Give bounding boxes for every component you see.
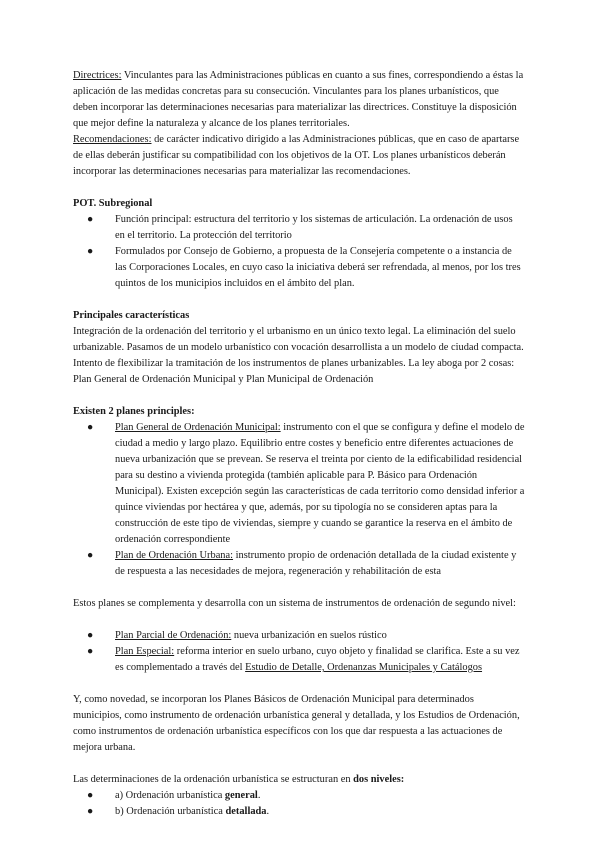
bullet-icon: ●	[87, 806, 94, 817]
list-item	[73, 212, 525, 244]
pot-item-text: Función principal: estructura del territorio y los sistemas de articulación. La ordenación de usos en el territorio. La protección del territorio	[115, 214, 513, 241]
plan-text: instrumento con el que se configura y define el modelo de ciudad a medio y largo plazo. Equilibrio entre costes y beneficio entre diferentes actuaciones de nueva urbanización que se prevean. Se reserva el treinta por ciento de la edificabilidad residencial para su destino a vivienda protegida (también aplicable para P. Básico para Ordenación Municipal). Existen excepción según las características de cada territorio como densidad inferior a quince viviendas por hectárea y que, además, por su tipología no se consideren aptas para la construcción de este tipo de viviendas, siempre y cuando se garantice la reserva en el ámbito de ordenación correspondiente	[115, 422, 525, 545]
nivel-suffix: .	[257, 790, 261, 801]
list-item	[73, 420, 525, 548]
pot-heading: POT. Subregional	[73, 198, 153, 209]
bullet-icon: ●	[87, 630, 94, 641]
recomendaciones-label: Recomendaciones:	[73, 134, 152, 145]
plan-text: instrumento propio de ordenación detallada de la ciudad existente y de respuesta a las necesidades de mejora, regeneración y rehabilitación de esta	[115, 550, 517, 577]
principales-text: Integración de la ordenación del territorio y el urbanismo en un único texto legal. La eliminación del suelo urbanizable. Pasamos de un modelo urbanístico con vocación desarrollista a un modelo de ciudad compacta. Intento de flexibilizar la tramitación de los instrumentos de planes urbanizables. La ley aboga por 2 cosas: Plan General de Ordenación Municipal y Plan Municipal de Ordenación	[73, 326, 524, 385]
plan-label: Plan Parcial de Ordenación:	[115, 630, 232, 641]
bullet-icon: ●	[87, 422, 94, 433]
niveles-paragraph	[73, 772, 525, 788]
directrices-label: Directrices:	[73, 70, 122, 81]
nivel-suffix: .	[266, 806, 270, 817]
dos-planes-heading: Existen 2 planes principles:	[73, 406, 195, 417]
dos-planes-list	[73, 420, 525, 580]
pot-item-text: Formulados por Consejo de Gobierno, a propuesta de la Consejería competente o a instancia de las Corporaciones Locales, en cuyo caso la iniciativa deberá ser refrendada, al menos, por los tres quintos de los municipios incluidos en el ámbito del plan.	[115, 246, 521, 289]
list-item	[73, 644, 525, 676]
list-item	[73, 788, 525, 804]
principales-heading: Principales características	[73, 310, 190, 321]
complementa-list	[73, 628, 525, 676]
document-page	[73, 68, 525, 820]
plan-extra: Estudio de Detalle, Ordenanzas Municipales y Catálogos	[245, 662, 483, 673]
niveles-bold: dos niveles:	[353, 774, 405, 785]
niveles-list	[73, 788, 525, 820]
bullet-icon: ●	[87, 246, 94, 257]
directrices-paragraph	[73, 68, 525, 132]
nivel-bold: general	[224, 790, 258, 801]
nivel-prefix: a) Ordenación urbanística	[115, 790, 225, 801]
pot-list	[73, 212, 525, 292]
recomendaciones-text: de carácter indicativo dirigido a las Administraciones públicas, que en caso de apartarse de ellas deberán justificar su compatibilidad con los objetivos de la OT. Los planes urbanísticos deberán incorporar las determinaciones necesarias para materializar las recomendaciones.	[73, 134, 520, 177]
nivel-prefix: b) Ordenación urbanística	[115, 806, 226, 817]
plan-label: Plan Especial:	[115, 646, 175, 657]
directrices-text: Vinculantes para las Administraciones públicas en cuanto a sus fines, correspondiendo a éstas la aplicación de las medidas concretas para su consecución. Vinculantes para los planes urbanísticos, que deben incorporar las determinaciones necesarias para materializar las directrices. Constituye la disposición que mejor define la naturaleza y alcance de los planes territoriales.	[73, 70, 524, 129]
complementa-text: Estos planes se complementa y desarrolla con un sistema de instrumentos de ordenación de segundo nivel:	[73, 598, 516, 609]
list-item	[73, 548, 525, 580]
list-item	[73, 628, 525, 644]
niveles-text: Las determinaciones de la ordenación urbanística se estructuran en	[73, 774, 354, 785]
plan-text: reforma interior en suelo urbano, cuyo objeto y finalidad se clarifica. Este a su vez es complementado a través del	[115, 646, 520, 673]
list-item	[73, 244, 525, 292]
bullet-icon: ●	[87, 790, 94, 801]
recomendaciones-paragraph	[73, 132, 525, 180]
plan-label: Plan General de Ordenación Municipal:	[115, 422, 281, 433]
plan-text: nueva urbanización en suelos rústico	[231, 630, 387, 641]
list-item	[73, 804, 525, 820]
bullet-icon: ●	[87, 214, 94, 225]
nivel-bold: detallada	[225, 806, 267, 817]
bullet-icon: ●	[87, 550, 94, 561]
plan-label: Plan de Ordenación Urbana:	[115, 550, 234, 561]
novedad-text: Y, como novedad, se incorporan los Planes Básicos de Ordenación Municipal para determinados municipios, como instrumento de ordenación urbanística general y detallada, y los Estudios de Ordenación, como instrumentos de ordenación urbanística específicos con los que dar respuesta a las actuaciones de mejora urbana.	[73, 694, 520, 753]
bullet-icon: ●	[87, 646, 94, 657]
